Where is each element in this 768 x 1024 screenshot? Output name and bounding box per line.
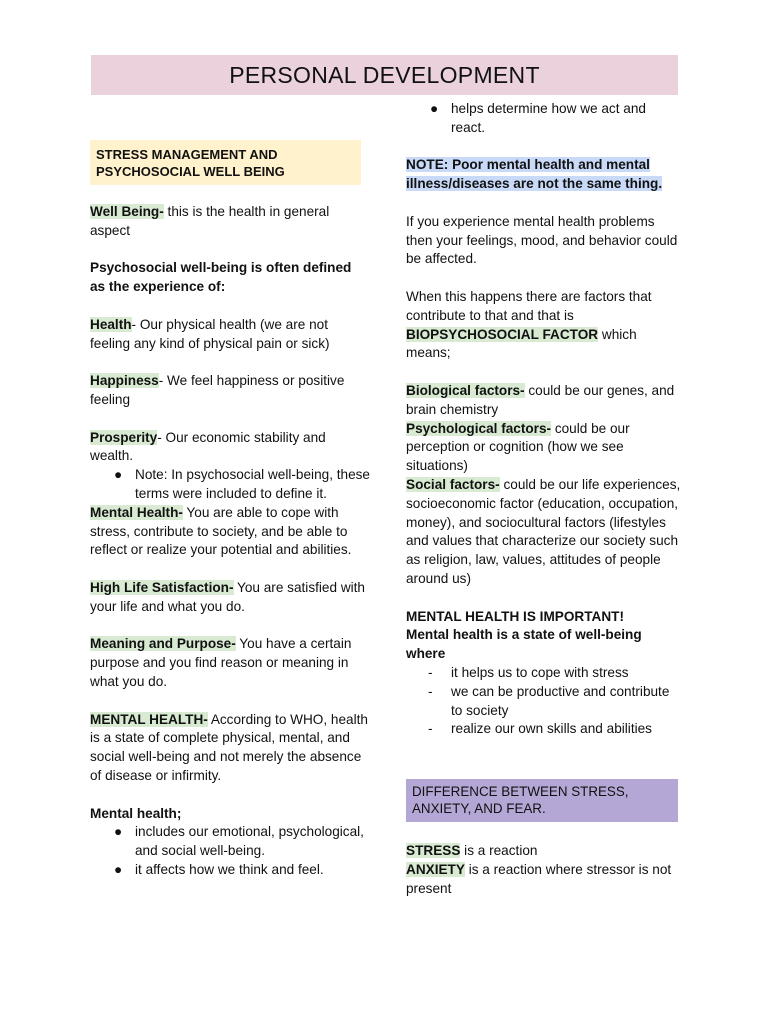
life-satisfaction-text: You are satisfied with your life and what you do. (90, 579, 365, 614)
list-item (90, 823, 370, 861)
term-prosperity: Prosperity (90, 429, 158, 445)
term-mental-health: Mental Health- (90, 504, 183, 520)
term-social: Social factors- (406, 476, 500, 492)
list-item-text: it helps us to cope with stress (451, 664, 629, 680)
term-biological: Biological factors- (406, 382, 525, 398)
important-subheading: Mental health is a state of well-being where (406, 627, 642, 662)
happiness-definition (90, 372, 370, 410)
section-heading-stress-management: STRESS MANAGEMENT AND PSYCHOSOCIAL WELL BEING (90, 140, 361, 185)
term-psychological: Psychological factors- (406, 420, 552, 436)
health-text: - Our physical health (we are not feeling any kind of physical pain or sick) (90, 316, 330, 351)
list-item (406, 100, 681, 138)
term-happiness: Happiness (90, 373, 159, 389)
meaning-definition (90, 635, 370, 691)
problems-paragraph: If you experience mental health problems then your feelings, mood, and behavior could be affected. (406, 213, 678, 267)
meaning-text: You have a certain purpose and you find reason or meaning in what you do. (90, 636, 352, 689)
left-column (90, 140, 370, 880)
stress-definition (406, 842, 681, 861)
life-satisfaction-definition (90, 579, 370, 617)
section-heading-difference: DIFFERENCE BETWEEN STRESS, ANXIETY, AND FEAR. (406, 779, 678, 822)
important-list (406, 664, 681, 739)
dash-icon: - (428, 683, 433, 699)
list-item-text: it affects how we think and feel. (135, 861, 324, 877)
prosperity-definition (90, 429, 370, 467)
psychological-text: could be our perception or cognition (how we see situations) (406, 420, 630, 474)
biological-text: could be our genes, and brain chemistry (406, 382, 675, 417)
term-anxiety: ANXIETY (406, 861, 465, 877)
right-column (406, 100, 681, 898)
psychological-factors (406, 420, 681, 476)
anxiety-definition (406, 861, 681, 899)
bullet-icon: ● (430, 101, 439, 116)
term-mental-health-who: MENTAL HEALTH- (90, 711, 208, 727)
dash-icon: - (428, 664, 433, 680)
mental-health-who-text: According to WHO, health is a state of complete physical, mental, and social well-being and not merely the absence of disease or infirmity. (90, 711, 368, 783)
note-highlight: NOTE: Poor mental health and mental illness/diseases are not the same thing. (406, 157, 663, 192)
stress-text: is a reaction (460, 843, 538, 859)
dash-icon: - (428, 721, 433, 737)
prosperity-text: - Our economic stability and wealth. (90, 429, 326, 464)
biological-factors (406, 382, 681, 420)
well-being-definition (90, 203, 370, 241)
mental-health-text: You are able to cope with stress, contribute to society, and be able to reflect or realize your potential and abilities. (90, 504, 352, 558)
list-item (90, 861, 370, 880)
prosperity-note: Note: In psychosocial well-being, these terms were included to define it. (135, 467, 370, 501)
term-well-being: Well Being- (90, 204, 164, 219)
term-biopsychosocial: BIOPSYCHOSOCIAL FACTOR (406, 326, 599, 342)
anxiety-text: is a reaction where stressor is not present (406, 861, 672, 896)
factor-suffix: which means; (406, 326, 637, 361)
mental-health-who-definition (90, 711, 370, 786)
list-item-text: helps determine how we act and react. (451, 101, 646, 135)
happiness-text: - We feel happiness or positive feeling (90, 373, 345, 407)
psychosocial-intro: Psychosocial well-being is often defined as the experience of: (90, 260, 352, 295)
list-item (90, 466, 370, 504)
page-title: PERSONAL DEVELOPMENT (91, 55, 678, 95)
term-stress: STRESS (406, 843, 461, 859)
bullet-icon: ● (114, 467, 123, 483)
prosperity-note-list (90, 466, 370, 504)
list-item-text: includes our emotional, psychological, and social well-being. (135, 824, 364, 859)
term-meaning-purpose: Meaning and Purpose- (90, 636, 236, 652)
social-factors (406, 476, 681, 589)
note-paragraph (406, 156, 681, 194)
factor-paragraph (406, 288, 681, 363)
health-definition (90, 316, 370, 354)
mental-health-list (90, 823, 370, 879)
term-life-satisfaction: High Life Satisfaction- (90, 579, 234, 595)
list-item-text: realize our own skills and abilities (451, 721, 652, 737)
term-health: Health (90, 316, 132, 332)
list-item (406, 664, 681, 683)
important-heading: MENTAL HEALTH IS IMPORTANT! (406, 608, 624, 624)
bullet-icon: ● (114, 861, 123, 877)
list-item (406, 683, 681, 721)
bullet-icon: ● (114, 824, 123, 840)
list-item (406, 720, 681, 739)
list-item-text: we can be productive and contribute to society (451, 683, 670, 718)
mental-health-definition (90, 504, 370, 560)
well-being-text: this is the health in general aspect (90, 204, 330, 238)
continued-list (406, 100, 681, 138)
mental-health-list-heading: Mental health; (90, 805, 182, 821)
social-text: could be our life experiences, socioeconomic factor (education, occupation, money), and sociocultural factors (lifestyles and values that characterize our society such as religion, law, values, attitudes of people around us) (406, 476, 681, 586)
factor-intro: When this happens there are factors that contribute to that and that is (406, 288, 652, 323)
